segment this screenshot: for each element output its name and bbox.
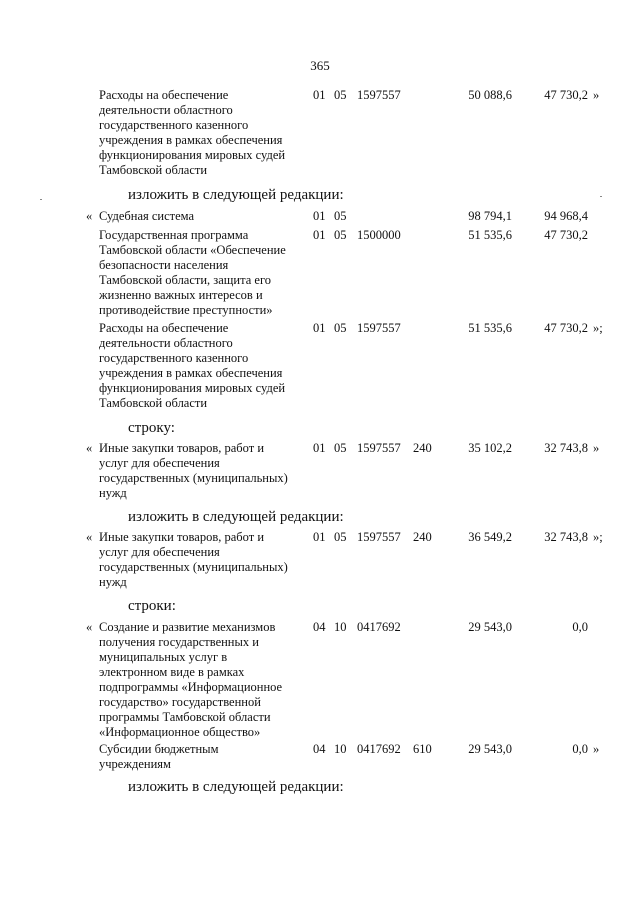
subsection-code: 10 <box>334 620 347 634</box>
section-code: 01 <box>313 530 326 544</box>
row-name: Субсидии бюджетным учреждениям <box>99 742 219 771</box>
amount-2: 94 968,4 <box>544 209 588 223</box>
section-code: 01 <box>313 441 326 455</box>
open-quote: « <box>86 530 93 544</box>
instruction-text: строку: <box>128 420 175 436</box>
amount-1: 50 088,6 <box>468 88 512 102</box>
open-quote: « <box>86 209 93 223</box>
target-article-code: 1597557 <box>357 441 401 455</box>
amount-1: 36 549,2 <box>468 530 512 544</box>
target-article-code: 1597557 <box>357 321 401 335</box>
subsection-code: 10 <box>334 742 347 756</box>
amount-1: 51 535,6 <box>468 228 512 242</box>
expense-type-code: 610 <box>413 742 432 756</box>
subsection-code: 05 <box>334 228 347 242</box>
section-code: 01 <box>313 228 326 242</box>
section-code: 01 <box>313 321 326 335</box>
amount-2: 32 743,8 <box>544 441 588 455</box>
target-article-code: 1597557 <box>357 88 401 102</box>
target-article-code: 1500000 <box>357 228 401 242</box>
amount-1: 29 543,0 <box>468 620 512 634</box>
close-quote: »; <box>593 321 603 335</box>
scan-speck <box>40 199 42 200</box>
subsection-code: 05 <box>334 321 347 335</box>
section-code: 04 <box>313 620 326 634</box>
scan-speck <box>600 196 602 197</box>
close-quote: » <box>593 742 600 756</box>
close-quote: » <box>593 88 600 102</box>
row-name: Иные закупки товаров, работ и услуг для обеспечения государственных (муниципальных) нужд <box>99 441 288 500</box>
amount-1: 98 794,1 <box>468 209 512 223</box>
amount-2: 47 730,2 <box>544 88 588 102</box>
close-quote: »; <box>593 530 603 544</box>
row-name: Государственная программа Тамбовской области «Обеспечение безопасности населения Тамбовской области, защита его жизненно важных интересов и противодействие преступности» <box>99 228 286 317</box>
row-name: Расходы на обеспечение деятельности областного государственного казенного учреждения в рамках обеспечения функционирования мировых судей Тамбовской области <box>99 321 286 410</box>
subsection-code: 05 <box>334 441 347 455</box>
amount-1: 51 535,6 <box>468 321 512 335</box>
open-quote: « <box>86 441 93 455</box>
subsection-code: 05 <box>334 88 347 102</box>
expense-type-code: 240 <box>413 530 432 544</box>
row-name: Судебная система <box>99 209 195 223</box>
instruction-text: строки: <box>128 598 176 614</box>
target-article-code: 1597557 <box>357 530 401 544</box>
instruction-text: изложить в следующей редакции: <box>128 187 344 203</box>
instruction-text: изложить в следующей редакции: <box>128 509 344 525</box>
target-article-code: 0417692 <box>357 620 401 634</box>
section-code: 04 <box>313 742 326 756</box>
expense-type-code: 240 <box>413 441 432 455</box>
row-name: Иные закупки товаров, работ и услуг для обеспечения государственных (муниципальных) нужд <box>99 530 288 589</box>
row-name: Создание и развитие механизмов получения государственных и муниципальных услуг в электронном виде в рамках подпрограммы «Информационное государство» государственной программы Тамбовской области «Информационное общество» <box>99 620 283 739</box>
amount-2: 0,0 <box>572 620 588 634</box>
close-quote: » <box>593 441 600 455</box>
amount-1: 29 543,0 <box>468 742 512 756</box>
row-name: Расходы на обеспечение деятельности областного государственного казенного учреждения в рамках обеспечения функционирования мировых судей Тамбовской области <box>99 88 286 177</box>
amount-2: 32 743,8 <box>544 530 588 544</box>
section-code: 01 <box>313 88 326 102</box>
instruction-text: изложить в следующей редакции: <box>128 779 344 795</box>
amount-1: 35 102,2 <box>468 441 512 455</box>
subsection-code: 05 <box>334 530 347 544</box>
subsection-code: 05 <box>334 209 347 223</box>
amount-2: 0,0 <box>572 742 588 756</box>
amount-2: 47 730,2 <box>544 321 588 335</box>
target-article-code: 0417692 <box>357 742 401 756</box>
section-code: 01 <box>313 209 326 223</box>
amount-2: 47 730,2 <box>544 228 588 242</box>
page-number: 365 <box>310 58 330 73</box>
open-quote: « <box>86 620 93 634</box>
